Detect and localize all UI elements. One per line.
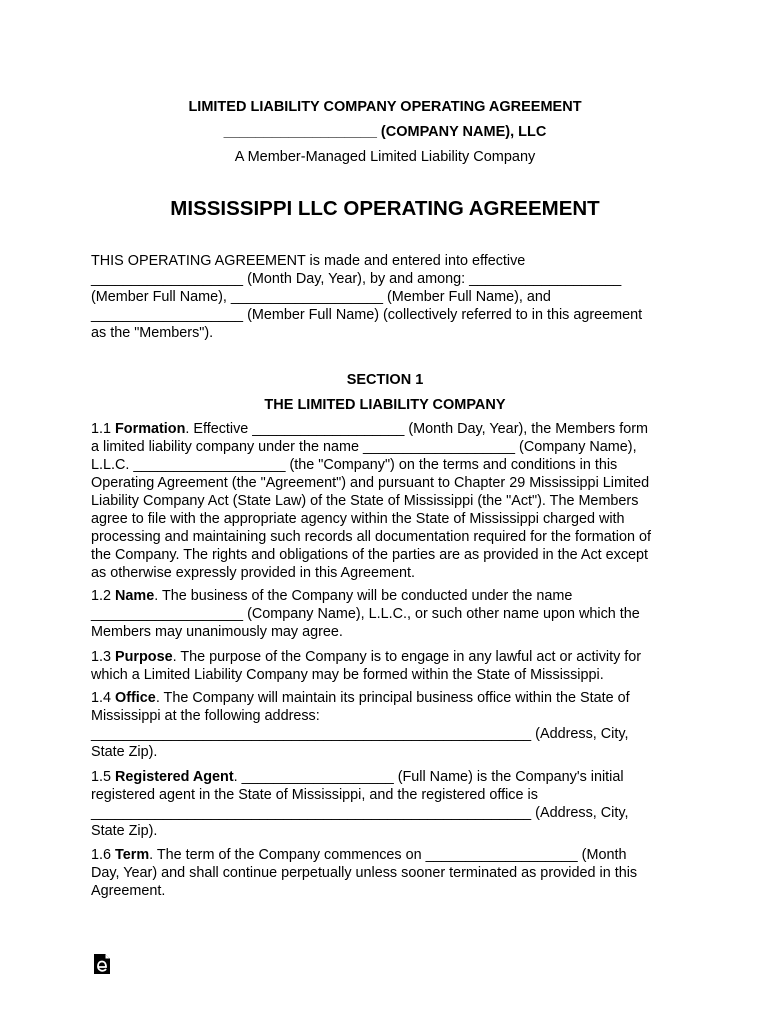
clause-line: registered agent in the State of Mississippi, and the registered office is [91,787,538,803]
intro-line: (Member Full Name), ___________________ (Member Full Name), and [91,289,551,305]
clause-line: which a Limited Liability Company may be formed within the State of Mississippi. [91,667,604,683]
eforms-logo-icon [93,953,111,975]
document-title: MISSISSIPPI LLC OPERATING AGREEMENT [170,197,600,220]
clause-heading: Registered Agent [115,769,234,785]
clause-line: Agreement. [91,883,166,899]
clause-line: State Zip). [91,744,158,760]
clause-number: 1.5 [91,769,116,785]
clause-heading: Name [115,588,155,604]
clause-text: . ___________________ (Full Name) is the Company's initial [233,769,624,785]
clause-line: _______________________________________________________ (Address, City, [91,805,629,821]
clause-purpose [91,648,691,684]
section-name: THE LIMITED LIABILITY COMPANY [264,397,506,413]
clause-number: 1.2 [91,588,116,604]
intro-paragraph [91,252,691,342]
clause-text: . The business of the Company will be conducted under the name [154,588,573,604]
clause-line: the Company. The rights and obligations of the parties are as provided in the Act except [91,547,649,563]
clause-heading: Term [115,847,150,863]
clause-text: . The term of the Company commences on ___________________ (Month [149,847,627,863]
clause-first-line [91,689,691,707]
clause-first-line [91,768,691,786]
header-subtitle: A Member-Managed Limited Liability Company [234,149,536,165]
clause-line: Members may unanimously may agree. [91,624,343,640]
clause-term [91,846,691,900]
clause-line: a limited liability company under the name ___________________ (Company Name), [91,439,637,455]
clause-heading: Formation [115,421,186,437]
clause-text: . The Company will maintain its principal business office within the State of [155,690,630,706]
header-title: LIMITED LIABILITY COMPANY OPERATING AGREEMENT [188,99,582,115]
clause-line: Mississippi at the following address: [91,708,320,724]
intro-line: as the "Members"). [91,325,214,341]
clause-first-line [91,648,691,666]
clause-office [91,689,691,761]
intro-line: THIS OPERATING AGREEMENT is made and entered into effective [91,253,526,269]
clause-first-line [91,420,691,438]
clause-line: Operating Agreement (the "Agreement") and pursuant to Chapter 29 Mississippi Limited [91,475,650,491]
clause-line: agree to file with the appropriate agency within the State of Mississippi charged with [91,511,625,527]
clause-line: processing and maintaining such records all documentation required for the formation of [91,529,651,545]
clause-line: _______________________________________________________ (Address, City, [91,726,629,742]
clause-first-line [91,846,691,864]
clause-number: 1.3 [91,649,116,665]
clause-number: 1.6 [91,847,116,863]
clause-line: Day, Year) and shall continue perpetually unless sooner terminated as provided in this [91,865,638,881]
clause-line: as otherwise expressly provided in this Agreement. [91,565,415,581]
intro-line: ___________________ (Month Day, Year), by and among: ___________________ [91,271,622,287]
clause-text: . Effective ___________________ (Month Day, Year), the Members form [185,421,649,437]
clause-formation [91,420,691,582]
clause-heading: Office [115,690,156,706]
clause-name [91,587,691,641]
section-number: SECTION 1 [346,372,424,388]
clause-text: . The purpose of the Company is to engage in any lawful act or activity for [172,649,642,665]
clause-line: Liability Company Act (State Law) of the State of Mississippi (the "Act"). The Members [91,493,639,509]
header-company-name: ___________________ (COMPANY NAME), LLC [223,124,547,140]
clause-line: State Zip). [91,823,158,839]
clause-line: ___________________ (Company Name), L.L.C., or such other name upon which the [91,606,640,622]
clause-number: 1.4 [91,690,116,706]
clause-heading: Purpose [115,649,173,665]
clause-first-line [91,587,691,605]
intro-line: ___________________ (Member Full Name) (collectively referred to in this agreement [91,307,643,323]
clause-line: L.L.C. ___________________ (the "Company") on the terms and conditions in this [91,457,618,473]
clause-registered-agent [91,768,691,840]
clause-number: 1.1 [91,421,116,437]
